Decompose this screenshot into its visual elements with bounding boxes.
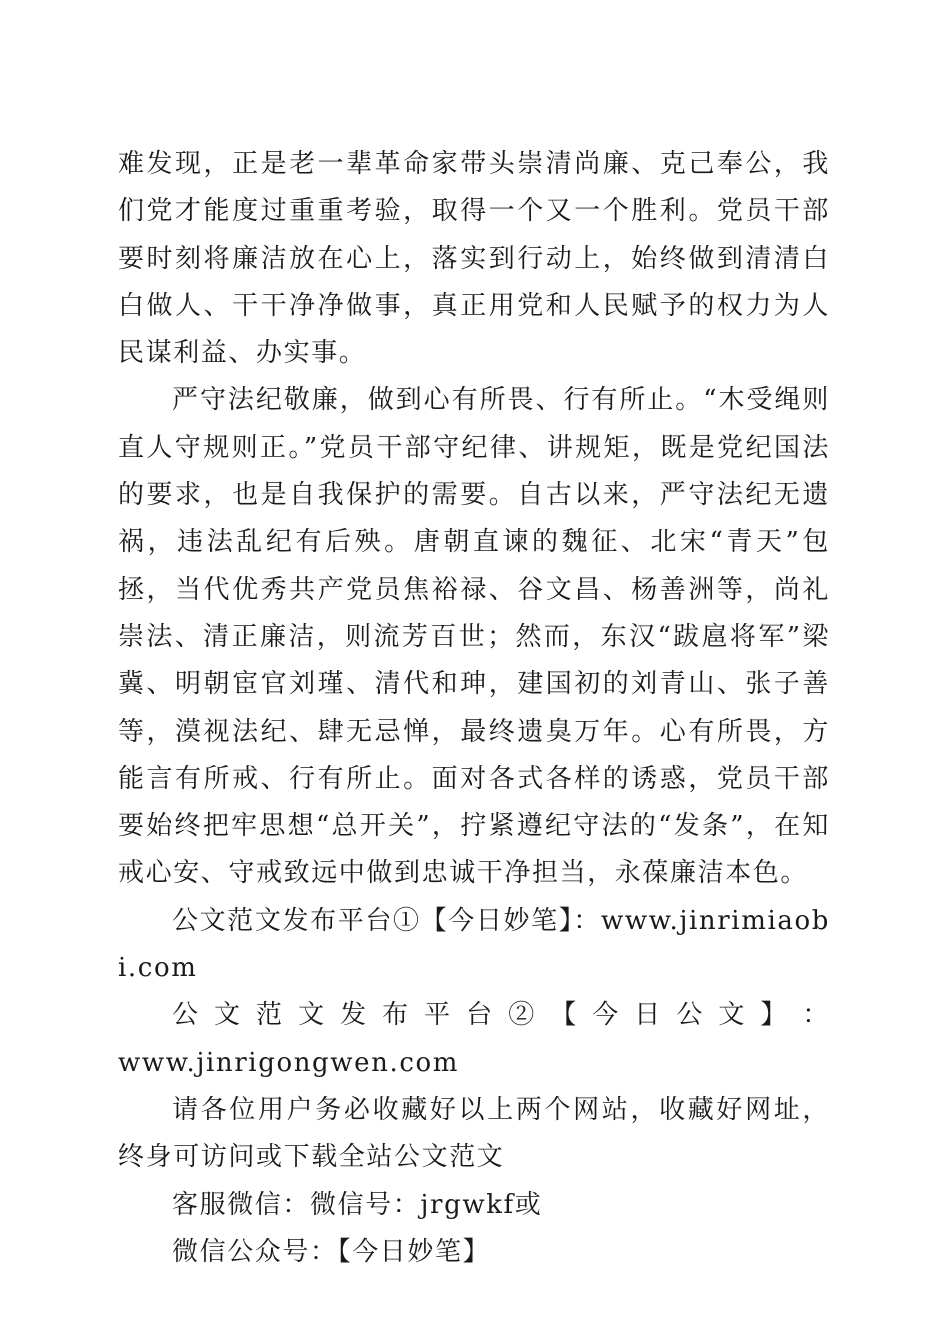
bookmark-notice: 请各位用户务必收藏好以上两个网站，收藏好网址，终身可访问或下载全站公文范文 <box>118 1094 830 1173</box>
platform-2-url: www.jinrigongwen.com <box>118 1047 460 1078</box>
wechat-service-line: 客服微信：微信号：jrgwkf或 <box>172 1189 543 1220</box>
platform-2-label: 公 文 范 文 发 布 平 台 ② 【 今 日 公 文 】 ： <box>172 1000 830 1031</box>
wechat-official-line: 微信公众号：【今日妙笔】 <box>172 1236 491 1267</box>
body-paragraph-2: 严守法纪敬廉，做到心有所畏、行有所止。“木受绳则直人守规则正。”党员干部守纪律、讲规矩，既是党纪国法的要求，也是自我保护的需要。自古以来，严守法纪无遗祸，违法乱纪有后殃。唐朝直谏的魏征、北宋“青天”包拯，当代优秀共产党员焦裕禄、谷文昌、杨善洲等，尚礼崇法、清正廉洁，则流芳百世；然而，东汉“跋扈将军”梁冀、明朝宦官刘瑾、清代和珅，建国初的刘青山、张子善等，漠视法纪、肆无忌惮，最终遗臭万年。心有所畏，方能言有所戒、行有所止。面对各式各样的诱惑，党员干部要始终把牢思想“总开关”，拧紧遵纪守法的“发条”，在知戒心安、守戒致远中做到忠诚干净担当，永葆廉洁本色。 <box>118 385 830 889</box>
platform-1-line: 公文范文发布平台①【今日妙笔】：www.jinrimiaobi.com <box>118 905 830 984</box>
body-paragraph-1: 难发现，正是老一辈革命家带头崇清尚廉、克己奉公，我们党才能度过重重考验，取得一个又一个胜利。党员干部要时刻将廉洁放在心上，落实到行动上，始终做到清清白白做人、干干净净做事，真正用党和人民赋予的权力为人民谋利益、办实事。 <box>118 149 830 369</box>
document-page <box>118 141 830 1276</box>
